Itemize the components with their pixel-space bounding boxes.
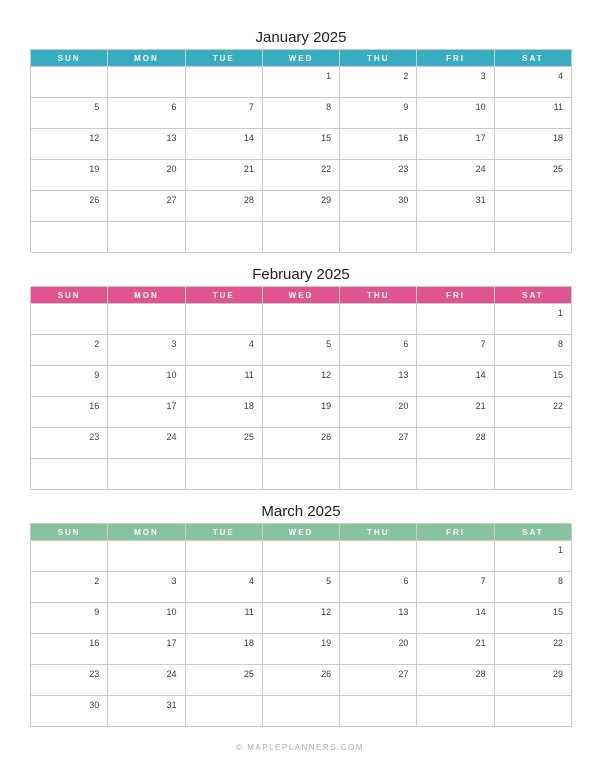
day-cell: 8 [494, 335, 571, 366]
empty-day-cell [340, 222, 417, 253]
day-cell: 19 [262, 397, 339, 428]
day-cell: 23 [31, 428, 108, 459]
day-cell: 18 [494, 129, 571, 160]
empty-day-cell [185, 459, 262, 490]
empty-day-cell [108, 67, 185, 98]
day-cell: 27 [340, 428, 417, 459]
day-cell: 16 [31, 634, 108, 665]
empty-day-cell [31, 67, 108, 98]
weekday-header: FRI [417, 50, 494, 67]
week-row [31, 160, 572, 191]
empty-day-cell [31, 222, 108, 253]
empty-day-cell [185, 67, 262, 98]
day-cell: 19 [31, 160, 108, 191]
day-cell: 22 [494, 397, 571, 428]
calendar-table [30, 286, 572, 490]
empty-day-cell [185, 304, 262, 335]
weekday-header: MON [108, 524, 185, 541]
weekday-header: SAT [494, 524, 571, 541]
empty-day-cell [108, 304, 185, 335]
week-row [31, 129, 572, 160]
week-row [31, 572, 572, 603]
empty-day-cell [185, 541, 262, 572]
day-cell: 16 [340, 129, 417, 160]
empty-day-cell [340, 304, 417, 335]
day-cell: 13 [340, 603, 417, 634]
day-cell: 5 [262, 335, 339, 366]
footer-credit: © MAPLEPLANNERS.COM [236, 743, 364, 752]
empty-day-cell [31, 304, 108, 335]
day-cell: 19 [262, 634, 339, 665]
weekday-header: SAT [494, 50, 571, 67]
day-cell: 15 [262, 129, 339, 160]
day-cell: 31 [108, 696, 185, 727]
day-cell: 14 [417, 603, 494, 634]
day-cell: 11 [185, 366, 262, 397]
weekday-header: FRI [417, 287, 494, 304]
day-cell: 12 [262, 603, 339, 634]
day-cell: 11 [494, 98, 571, 129]
calendar-table [30, 49, 572, 253]
day-cell: 31 [417, 191, 494, 222]
day-cell: 5 [31, 98, 108, 129]
day-cell: 9 [31, 366, 108, 397]
day-cell: 1 [494, 541, 571, 572]
weekday-header: TUE [185, 287, 262, 304]
day-cell: 7 [417, 335, 494, 366]
day-cell: 21 [185, 160, 262, 191]
weekday-header: MON [108, 287, 185, 304]
day-cell: 29 [494, 665, 571, 696]
day-cell: 12 [262, 366, 339, 397]
empty-day-cell [262, 459, 339, 490]
day-cell: 10 [108, 603, 185, 634]
day-cell: 2 [31, 572, 108, 603]
day-cell: 18 [185, 397, 262, 428]
day-cell: 21 [417, 397, 494, 428]
empty-day-cell [31, 459, 108, 490]
day-cell: 11 [185, 603, 262, 634]
weekday-header: WED [262, 524, 339, 541]
empty-day-cell [262, 222, 339, 253]
day-cell: 28 [185, 191, 262, 222]
day-cell: 15 [494, 366, 571, 397]
empty-day-cell [340, 459, 417, 490]
week-row [31, 67, 572, 98]
empty-day-cell [417, 304, 494, 335]
week-row [31, 428, 572, 459]
day-cell: 20 [340, 634, 417, 665]
day-cell: 3 [417, 67, 494, 98]
day-cell: 27 [108, 191, 185, 222]
weekday-header: THU [340, 524, 417, 541]
empty-day-cell [185, 222, 262, 253]
month-february [30, 267, 600, 490]
weekday-header: SAT [494, 287, 571, 304]
day-cell: 27 [340, 665, 417, 696]
day-cell: 7 [185, 98, 262, 129]
day-cell: 6 [340, 335, 417, 366]
day-cell: 30 [340, 191, 417, 222]
week-row [31, 459, 572, 490]
day-cell: 22 [262, 160, 339, 191]
week-row [31, 397, 572, 428]
weekday-header: THU [340, 50, 417, 67]
weekday-header: WED [262, 50, 339, 67]
empty-day-cell [494, 428, 571, 459]
day-cell: 13 [340, 366, 417, 397]
empty-day-cell [262, 696, 339, 727]
day-cell: 24 [108, 665, 185, 696]
month-january [30, 30, 600, 253]
day-cell: 16 [31, 397, 108, 428]
day-cell: 6 [108, 98, 185, 129]
empty-day-cell [108, 541, 185, 572]
day-cell: 5 [262, 572, 339, 603]
weekday-header: SUN [31, 287, 108, 304]
day-cell: 24 [108, 428, 185, 459]
month-march [30, 504, 600, 727]
day-cell: 17 [108, 397, 185, 428]
weekday-header-row [31, 50, 572, 67]
day-cell: 3 [108, 572, 185, 603]
day-cell: 20 [340, 397, 417, 428]
weekday-header-row [31, 524, 572, 541]
day-cell: 12 [31, 129, 108, 160]
week-row [31, 191, 572, 222]
day-cell: 21 [417, 634, 494, 665]
weekday-header: SUN [31, 524, 108, 541]
day-cell: 9 [340, 98, 417, 129]
weekday-header: TUE [185, 50, 262, 67]
week-row [31, 634, 572, 665]
day-cell: 14 [185, 129, 262, 160]
day-cell: 1 [494, 304, 571, 335]
day-cell: 2 [340, 67, 417, 98]
day-cell: 28 [417, 665, 494, 696]
month-title: February 2025 [252, 266, 350, 283]
week-row [31, 366, 572, 397]
week-row [31, 304, 572, 335]
day-cell: 10 [417, 98, 494, 129]
week-row [31, 696, 572, 727]
day-cell: 24 [417, 160, 494, 191]
empty-day-cell [340, 541, 417, 572]
day-cell: 26 [262, 428, 339, 459]
day-cell: 1 [262, 67, 339, 98]
day-cell: 2 [31, 335, 108, 366]
weekday-header: MON [108, 50, 185, 67]
empty-day-cell [185, 696, 262, 727]
weekday-header: FRI [417, 524, 494, 541]
day-cell: 25 [185, 665, 262, 696]
empty-day-cell [108, 459, 185, 490]
day-cell: 18 [185, 634, 262, 665]
empty-day-cell [417, 696, 494, 727]
week-row [31, 665, 572, 696]
empty-day-cell [494, 696, 571, 727]
month-title: January 2025 [255, 29, 347, 46]
day-cell: 6 [340, 572, 417, 603]
weekday-header: TUE [185, 524, 262, 541]
week-row [31, 335, 572, 366]
day-cell: 13 [108, 129, 185, 160]
day-cell: 4 [185, 335, 262, 366]
day-cell: 26 [262, 665, 339, 696]
day-cell: 4 [494, 67, 571, 98]
weekday-header-row [31, 287, 572, 304]
day-cell: 30 [31, 696, 108, 727]
empty-day-cell [417, 459, 494, 490]
empty-day-cell [417, 541, 494, 572]
day-cell: 7 [417, 572, 494, 603]
empty-day-cell [262, 541, 339, 572]
empty-day-cell [262, 304, 339, 335]
day-cell: 8 [262, 98, 339, 129]
empty-day-cell [108, 222, 185, 253]
day-cell: 15 [494, 603, 571, 634]
day-cell: 20 [108, 160, 185, 191]
day-cell: 10 [108, 366, 185, 397]
week-row [31, 541, 572, 572]
day-cell: 17 [417, 129, 494, 160]
weekday-header: SUN [31, 50, 108, 67]
week-row [31, 603, 572, 634]
day-cell: 8 [494, 572, 571, 603]
empty-day-cell [494, 222, 571, 253]
day-cell: 25 [494, 160, 571, 191]
day-cell: 9 [31, 603, 108, 634]
day-cell: 3 [108, 335, 185, 366]
empty-day-cell [31, 541, 108, 572]
day-cell: 29 [262, 191, 339, 222]
calendar-table [30, 523, 572, 727]
day-cell: 4 [185, 572, 262, 603]
weekday-header: THU [340, 287, 417, 304]
week-row [31, 222, 572, 253]
empty-day-cell [340, 696, 417, 727]
day-cell: 28 [417, 428, 494, 459]
empty-day-cell [417, 222, 494, 253]
day-cell: 23 [31, 665, 108, 696]
empty-day-cell [494, 191, 571, 222]
week-row [31, 98, 572, 129]
day-cell: 22 [494, 634, 571, 665]
empty-day-cell [494, 459, 571, 490]
day-cell: 25 [185, 428, 262, 459]
month-title: March 2025 [261, 503, 341, 520]
day-cell: 23 [340, 160, 417, 191]
weekday-header: WED [262, 287, 339, 304]
day-cell: 14 [417, 366, 494, 397]
day-cell: 26 [31, 191, 108, 222]
day-cell: 17 [108, 634, 185, 665]
